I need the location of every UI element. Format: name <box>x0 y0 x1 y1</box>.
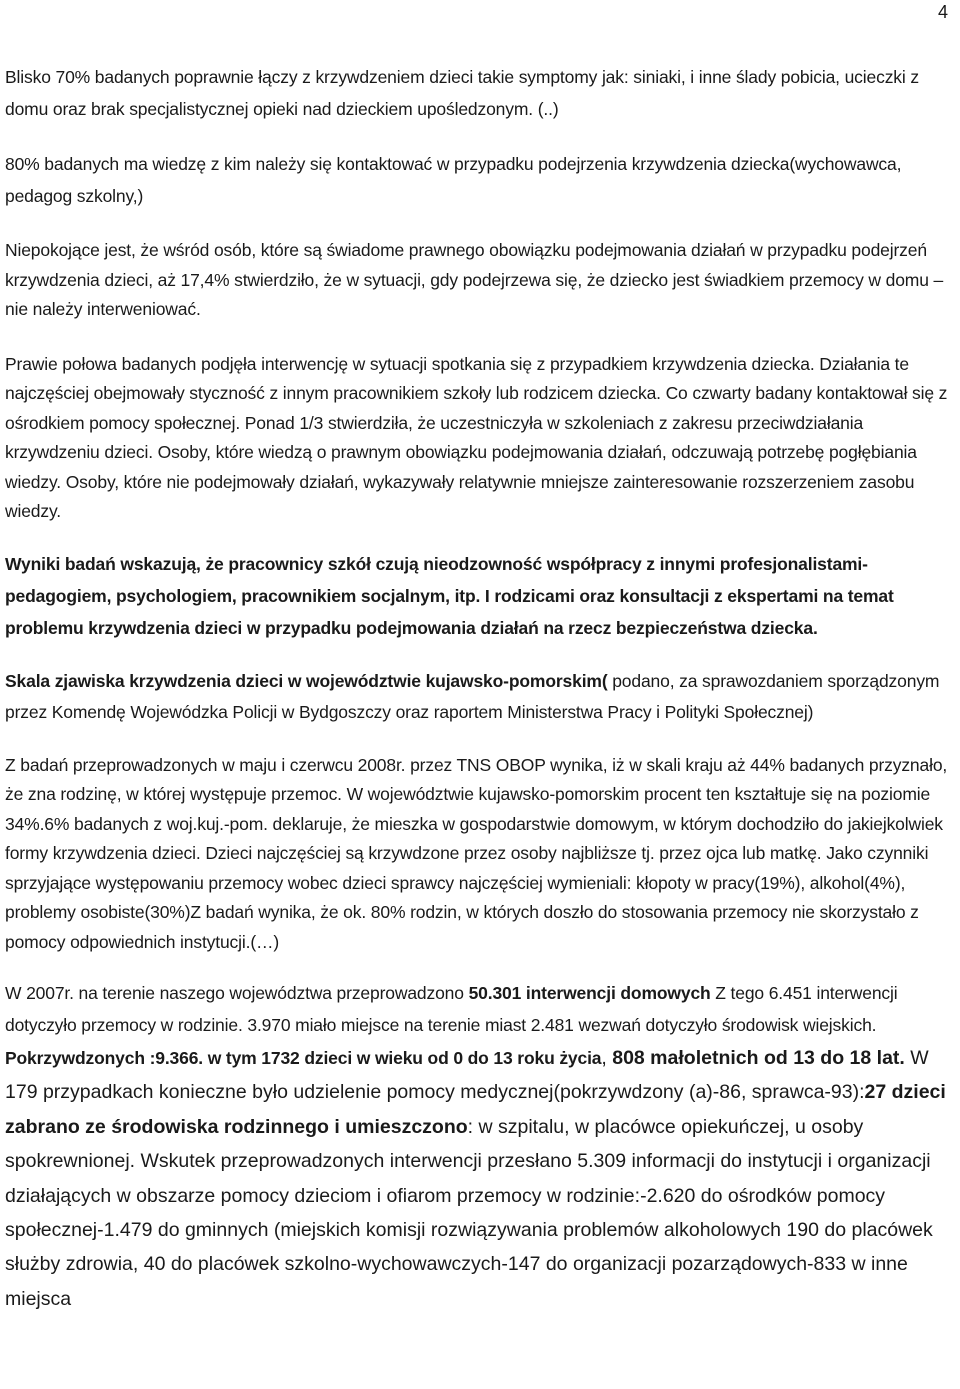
scale-heading-bold: Skala zjawiska krzywdzenia dzieci w województwie kujawsko-pomorskim( <box>5 670 608 691</box>
stat-victims: Pokrzywdzonych :9.366. w tym 1732 dzieci w wieku od 0 do 13 roku życia <box>5 1048 602 1068</box>
paragraph-scale-heading <box>5 666 957 729</box>
stat-medical-help: W 179 przypadkach konieczne było udzielenie pomocy medycznej(pokrzywdzony (a)-86, sprawca-93): <box>5 1047 929 1104</box>
paragraph-contact-knowledge: 80% badanych ma wiedzę z kim należy się kontaktować w przypadku podejrzenia krzywdzenia dziecka(wychowawca, pedagog szkolny,) <box>5 154 902 206</box>
stat-referrals: : w szpitalu, w placówce opiekuńczej, u osoby spokrewnionej. Wskutek przeprowadzonych interwencji przesłano 5.309 informacji do instytucji i organizacji działających w obszarze pomocy dzieciom i ofiarom przemocy w rodzinie:-2.620 do ośrodków pomocy społecznej-1.479 do gminnych (miejskich komisji rozwiązywania problemów alkoholowych 190 do placówek służby zdrowia, 40 do placówek szkolno-wychowawczych-147 do organizacji pozarządowych-833 w inne miejsca <box>5 1115 933 1310</box>
scale-heading-source: podano, za sprawozdaniem sporządzonym przez Komendę Wojewódzka Policji w Bydgoszczy oraz raportem Ministerstwa Pracy i Polityki Społecznej) <box>5 670 940 722</box>
stat-interventions-count: 50.301 interwencji domowych <box>468 983 711 1003</box>
document-body <box>5 62 957 1316</box>
paragraph-tns-obop: Z badań przeprowadzonych w maju i czerwcu 2008r. przez TNS OBOP wynika, iż w skali kraju aż 44% badanych przyznało, że zna rodzinę, w której występuje przemoc. W województwie kujawsko-pomorskim procent ten kształtuje się na poziomie 34%.6% badanych z woj.kuj.-pom. deklaruje, że mieszka w gospodarstwie domowym, w którym dochodziło do jakiejkolwiek formy krzywdzenia dzieci. Dzieci najczęściej są krzywdzone przez osoby najbliższe tj. przez ojca lub matkę. Jako czynniki sprzyjające występowaniu przemocy wobec dzieci sprawcy najczęściej wymieniali: kłopoty w pracy(19%), alkohol(4%), problemy osobiste(30%)Z badań wynika, że ok. 80% rodzin, w których doszło do stosowania przemocy nie skorzystało z pomocy odpowiednich instytucji.(…) <box>5 754 948 952</box>
stat-text-a: W 2007r. na terenie naszego województwa przeprowadzono <box>5 983 469 1003</box>
paragraph-conclusions: Wyniki badań wskazują, że pracownicy szkół czują nieodzowność współpracy z innymi profesjonalistami-pedagogiem, psychologiem, pracownikiem socjalnym, itp. I rodzicami oraz konsultacji z ekspertami na temat problemu krzywdzenia dzieci w przypadku podejmowania działań na rzecz bezpieczeństwa dziecka. <box>5 553 894 638</box>
paragraph-statistics-2007 <box>5 978 957 1316</box>
stat-text-c: Z tego 6.451 interwencji dotyczyło przemocy w rodzinie. 3.970 miało miejsce na terenie miast 2.481 wezwań dotyczyło środowisk wiejskich. <box>5 983 898 1035</box>
page-number: 4 <box>937 2 948 22</box>
stat-minors: 808 małoletnich od 13 do 18 lat. <box>612 1047 905 1069</box>
stat-text-e: , <box>601 1047 613 1069</box>
stat-children-removed: 27 dzieci zabrano ze środowiska rodzinnego i umieszczono <box>5 1081 946 1138</box>
paragraph-concern: Niepokojące jest, że wśród osób, które są świadome prawnego obowiązku podejmowania działań w przypadku podejrzeń krzywdzenia dzieci, aż 17,4% stwierdziło, że w sytuacji, gdy podejrzewa się, że dziecko jest świadkiem przemocy w domu – nie należy interweniować. <box>5 240 944 319</box>
paragraph-symptoms: Blisko 70% badanych poprawnie łączy z krzywdzeniem dzieci takie symptomy jak: siniaki, i inne ślady pobicia, ucieczki z domu oraz brak specjalistycznej opieki nad dzieckiem upośledzonym. (..) <box>5 67 919 119</box>
paragraph-interventions: Prawie połowa badanych podjęła interwencję w sytuacji spotkania się z przypadkiem krzywdzenia dziecka. Działania te najczęściej obejmowały styczność z innym pracownikiem szkoły lub rodzicem dziecka. Co czwarty badany kontaktował się z ośrodkiem pomocy społecznej. Ponad 1/3 stwierdziła, że uczestniczyła w szkoleniach z zakresu przeciwdziałania krzywdzeniu dzieci. Osoby, które wiedzą o prawnym obowiązku podejmowania działań, odczuwają potrzebę pogłębiania wiedzy. Osoby, które nie podejmowały działań, wykazywały relatywnie mniejsze zainteresowanie rozszerzeniem zasobu wiedzy. <box>5 353 948 521</box>
